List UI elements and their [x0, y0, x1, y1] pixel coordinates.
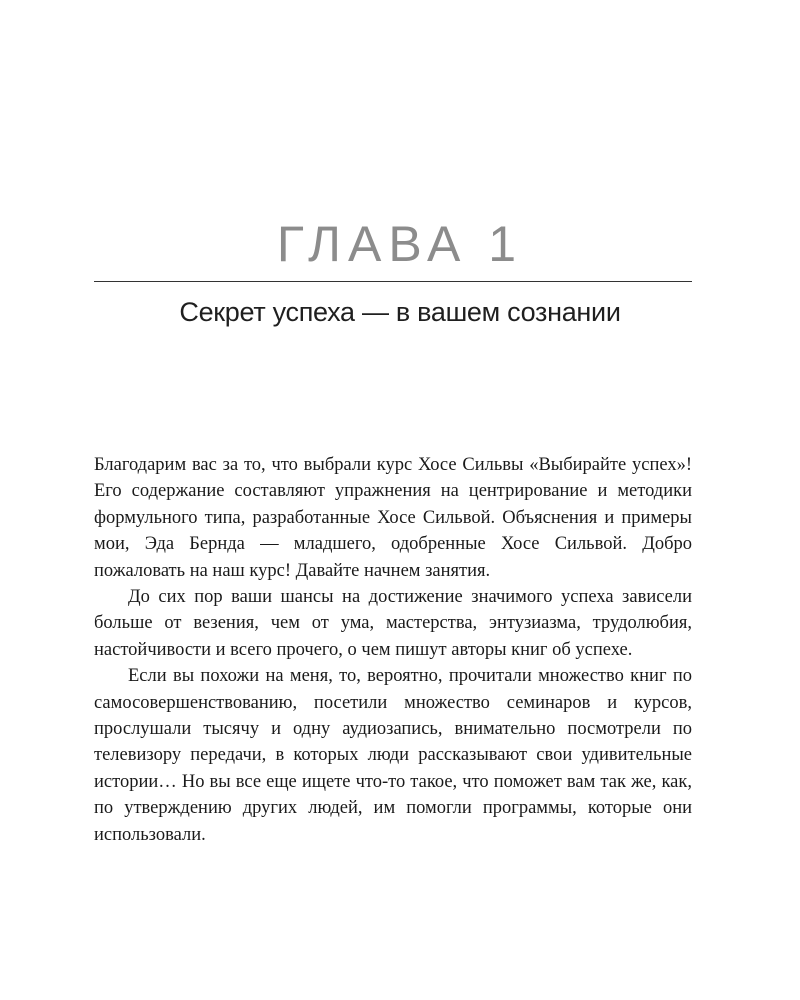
- paragraph-1: Благодарим вас за то, что выбрали курс Хосе Сильвы «Выбирайте успех»! Его содержание составляют упражнения на центрирование и методики формульного типа, разработанные Хосе Сильвой. Объяснения и примеры мои, Эда Бернда — младшего, одобренные Хосе Сильвой. Добро пожаловать на наш курс! Давайте начнем занятия.: [94, 455, 692, 581]
- paragraph-3: Если вы похожи на меня, то, вероятно, прочитали множество книг по самосовершенствованию, посетили множество семинаров и курсов, прослушали тысячу и одну аудиозапись, внимательно посмотрели по телевизору передачи, в которых люди рассказывают свои удивительные истории… Но вы все еще ищете что-то такое, что поможет вам так же, как, по утверждению других людей, им помогли программы, которые они использовали.: [94, 666, 692, 845]
- body-text: [94, 452, 692, 848]
- chapter-number: ГЛАВА 1: [276, 216, 524, 272]
- paragraph-2: До сих пор ваши шансы на достижение значимого успеха зависели больше от везения, чем от ума, мастерства, энтузиазма, трудолюбия, настойчивости и всего прочего, о чем пишут авторы книг об успехе.: [94, 587, 692, 660]
- chapter-title: Секрет успеха — в вашем сознании: [179, 297, 621, 327]
- chapter-divider: [94, 281, 692, 282]
